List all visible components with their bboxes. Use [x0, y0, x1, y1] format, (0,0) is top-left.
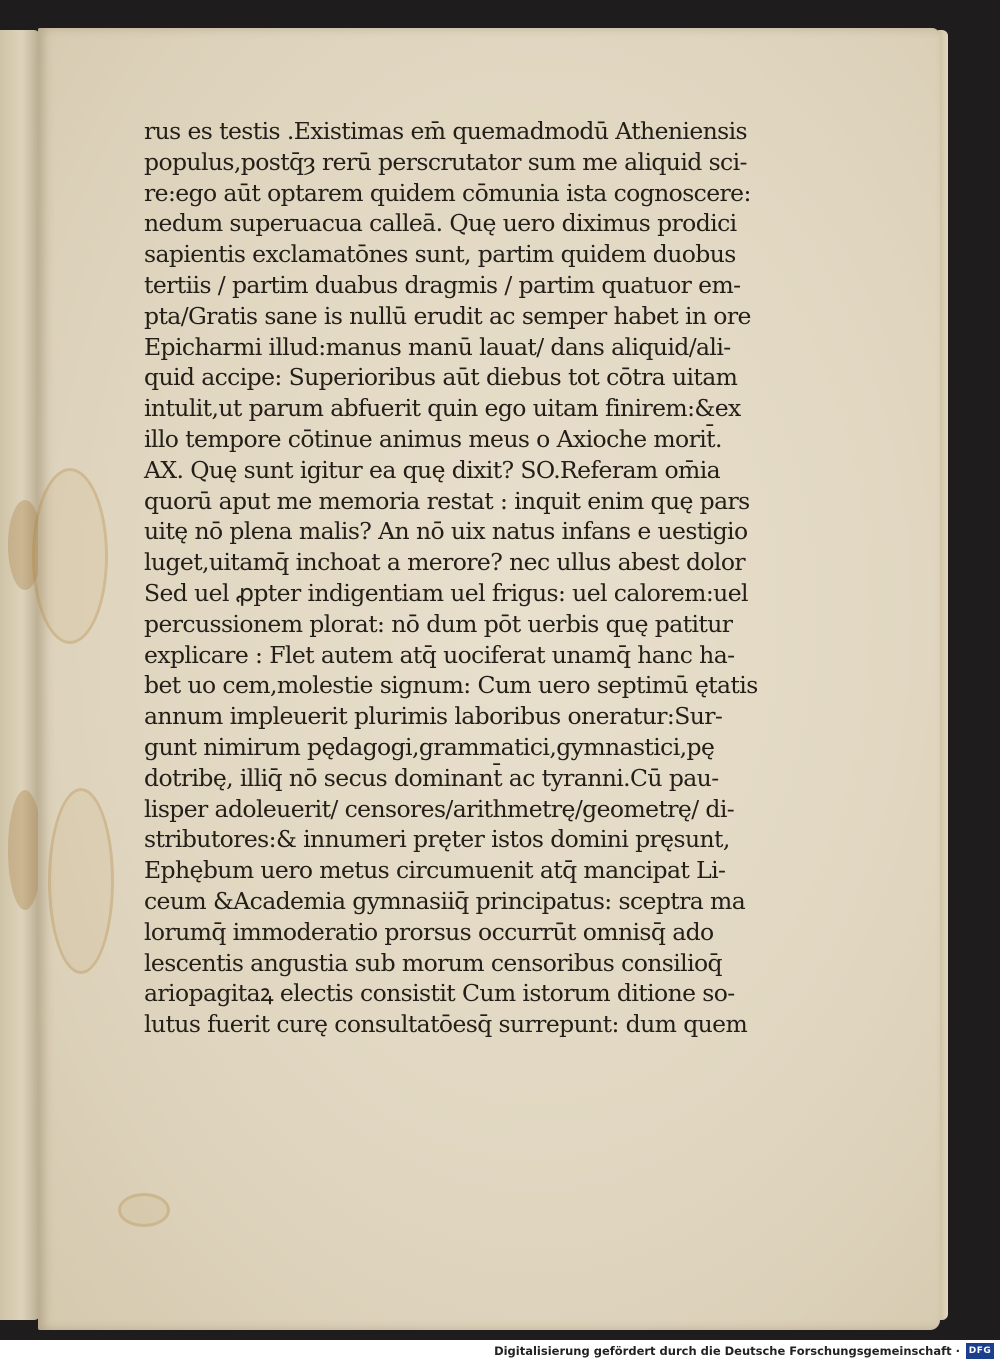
text-line: dotribę, illiq̄ nō secus dominant̄ ac tyranni.Cū pau- — [144, 763, 719, 792]
text-line: percussionem plorat: nō dum pōt uerbis quę patitur — [144, 609, 733, 638]
text-line: populus,postq̄ȝ rerū perscrutator sum me aliquid sci- — [144, 147, 747, 176]
text-line: lescentis angustia sub morum censoribus consilioq̄ — [144, 948, 722, 977]
dfg-logo: DFG — [966, 1343, 994, 1359]
text-line: intulit,ut parum abfuerit quin ego uitam finirem:&ex — [144, 394, 741, 423]
left-page-edge — [0, 30, 40, 1320]
text-line: rus es testis .Existimas em̄ quemadmodū Atheniensis — [144, 117, 748, 145]
water-stain — [32, 468, 108, 644]
digitization-footer — [0, 1340, 1000, 1363]
text-line: ariopagitaꝝ electis consistit Cum istorum ditione so- — [144, 979, 735, 1008]
text-line: lorumq̄ immoderatio prorsus occurrūt omnisq̄ ado — [144, 917, 714, 946]
text-line: AX. Quę sunt igitur ea quę dixit? SO.Referam om̄ia — [144, 455, 721, 484]
text-line: lutus fuerit curę consultatōesq̄ surrepunt: dum quem — [144, 1010, 748, 1039]
text-line: Epicharmi illud:manus manū lauat/ dans aliquid/ali- — [144, 332, 731, 361]
text-line: nedum superuacua calleā. Quę uero diximus prodici — [144, 209, 737, 238]
text-line: quorū aput me memoria restat : inquit enim quę pars — [144, 486, 750, 515]
text-line: Sed uel ꝓpter indigentiam uel frigus: uel calorem:uel — [144, 578, 748, 607]
page-text-block — [144, 116, 784, 1040]
text-line: uitę nō plena malis? An nō uix natus infans e uestigio — [144, 517, 748, 546]
text-line: bet uo cem,molestie signum: Cum uero septimū ętatis — [144, 671, 758, 700]
text-line: lisper adoleuerit/ censores/arithmetrę/geometrę/ di- — [144, 794, 735, 823]
water-stain — [8, 790, 42, 910]
text-line: gunt nimirum pędagogi,grammatici,gymnastici,pę — [144, 732, 715, 761]
text-line: Ephębum uero metus circumuenit atq̄ mancipat Li- — [144, 856, 726, 885]
text-line: annum impleuerit plurimis laboribus oneratur:Sur- — [144, 702, 723, 731]
text-line: quid accipe: Superioribus aūt diebus tot cōtra uitam — [144, 363, 738, 392]
water-stain — [118, 1193, 170, 1227]
text-line: sapientis exclamatōnes sunt, partim quidem duobus — [144, 240, 736, 269]
water-stain — [48, 788, 114, 974]
text-line: tertiis / partim duabus dragmis / partim quatuor em- — [144, 270, 741, 299]
text-line: stributores:& innumeri pręter istos domini pręsunt, — [144, 825, 730, 854]
text-line: luget,uitamq̄ inchoat a merore? nec ullus abest dolor — [144, 548, 746, 577]
text-line: explicare : Flet autem atq̄ uociferat unamq̄ hanc ha- — [144, 640, 735, 669]
text-line: pta/Gratis sane is nullū erudit ac semper habet in ore — [144, 301, 751, 330]
funding-credit: Digitalisierung gefördert durch die Deutsche Forschungsgemeinschaft · — [494, 1344, 960, 1358]
text-line: illo tempore cōtinue animus meus o Axioche morit̄. — [144, 424, 722, 453]
text-line: ceum &Academia gymnasiiq̄ principatus: sceptra ma — [144, 886, 746, 915]
text-line: re:ego aūt optarem quidem cōmunia ista cognoscere: — [144, 178, 751, 207]
